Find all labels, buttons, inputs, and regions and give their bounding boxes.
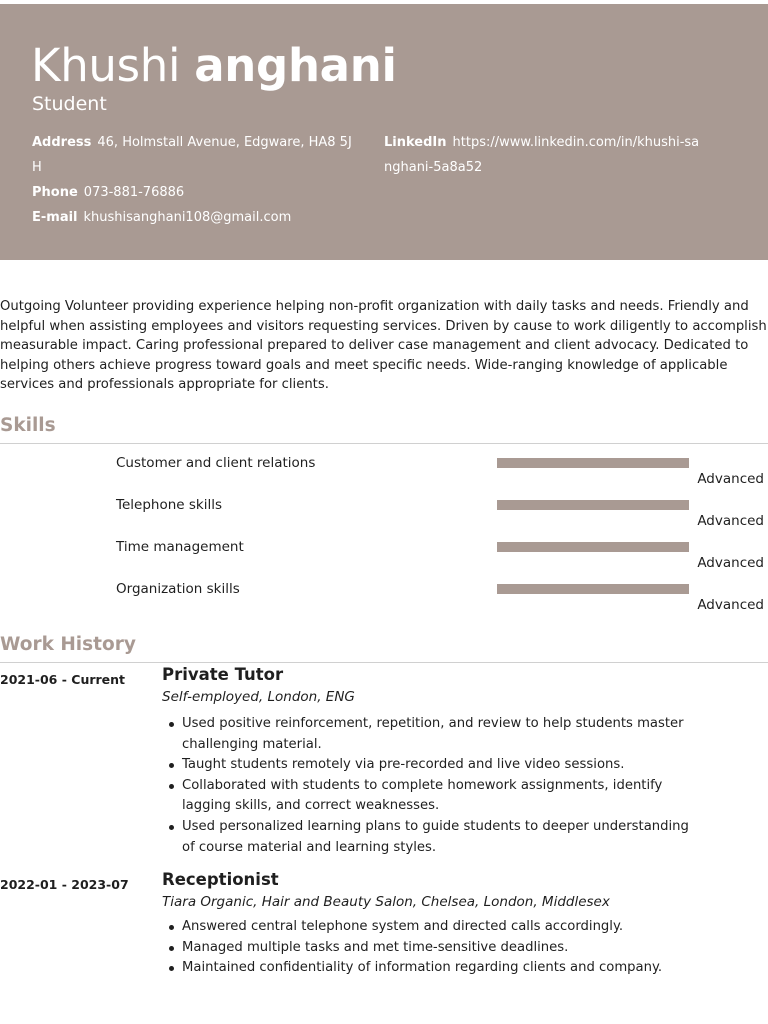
skill-name: Customer and client relations xyxy=(116,455,316,471)
contact-address xyxy=(32,130,354,180)
job-company: Self-employed, London, ENG xyxy=(162,689,355,705)
contact-linkedin xyxy=(384,130,704,180)
skill-row xyxy=(0,538,768,580)
skill-level: Advanced xyxy=(697,555,764,571)
contact-label: Address xyxy=(32,135,92,150)
skill-bar xyxy=(497,584,689,594)
list-item: Managed multiple tasks and met time-sensitive deadlines. xyxy=(166,938,696,959)
skill-bar xyxy=(497,542,689,552)
skill-bar-fill xyxy=(497,584,689,594)
list-item: Used positive reinforcement, repetition, and review to help students master challenging material. xyxy=(166,714,696,755)
job-company: Tiara Organic, Hair and Beauty Salon, Chelsea, London, Middlesex xyxy=(162,894,610,910)
skill-bar xyxy=(497,458,689,468)
skill-level: Advanced xyxy=(697,513,764,529)
work-history-heading: Work History xyxy=(0,634,136,655)
list-item: Maintained confidentiality of information regarding clients and company. xyxy=(166,958,696,979)
list-item: Taught students remotely via pre-recorded and live video sessions. xyxy=(166,755,696,776)
skill-row xyxy=(0,454,768,496)
contact-label: E-mail xyxy=(32,210,78,225)
skill-row xyxy=(0,580,768,622)
candidate-name xyxy=(31,38,397,94)
contact-label: LinkedIn xyxy=(384,135,447,150)
list-item: Collaborated with students to complete homework assignments, identify lagging skills, and correct weaknesses. xyxy=(166,776,696,817)
skill-name: Telephone skills xyxy=(116,497,222,513)
job-date: 2021-06 - Current xyxy=(0,672,126,687)
contact-details-left xyxy=(32,130,354,230)
skills-divider xyxy=(0,443,768,444)
linkedin-link[interactable]: https://www.linkedin.com/in/khushi-sanghani-5a8a52 xyxy=(384,135,700,175)
contact-label: Phone xyxy=(32,185,78,200)
candidate-role: Student xyxy=(32,93,107,115)
skill-bar-fill xyxy=(497,500,689,510)
contact-details-right xyxy=(384,130,704,180)
contact-email xyxy=(32,205,354,230)
resume-header xyxy=(0,4,768,260)
professional-summary: Outgoing Volunteer providing experience helping non-profit organization with daily tasks and needs. Friendly and helpful when assisting employees and visitors requesting services. Driven by cause to work diligently to accomplish measurable impact. Caring professional prepared to deliver case management and client advocacy. Dedicated to helping others achieve progress toward goals and meet specific needs. Wide-ranging knowledge of applicable services and professionals appropriate for clients. xyxy=(0,299,767,393)
skill-bar-fill xyxy=(497,542,689,552)
contact-value: 073-881-76886 xyxy=(83,185,185,200)
job-title: Receptionist xyxy=(162,870,279,889)
skill-bar-fill xyxy=(497,458,689,468)
skill-level: Advanced xyxy=(697,471,764,487)
skills-heading: Skills xyxy=(0,415,56,436)
job-date: 2022-01 - 2023-07 xyxy=(0,877,129,892)
list-item: Answered central telephone system and directed calls accordingly. xyxy=(166,917,696,938)
job-bullets xyxy=(166,714,696,858)
job-bullets xyxy=(166,917,696,979)
skill-bar xyxy=(497,500,689,510)
skill-row xyxy=(0,496,768,538)
skill-level: Advanced xyxy=(697,597,764,613)
contact-phone xyxy=(32,180,354,205)
first-name: Khushi xyxy=(31,39,181,92)
skill-name: Organization skills xyxy=(116,581,240,597)
contact-value: khushisanghani108@gmail.com xyxy=(83,210,292,225)
skill-name: Time management xyxy=(116,539,244,555)
contact-value: 46, Holmstall Avenue, Edgware, HA8 5JH xyxy=(32,135,352,175)
work-history-divider xyxy=(0,662,768,663)
list-item: Used personalized learning plans to guide students to deeper understanding of course material and learning styles. xyxy=(166,817,696,858)
job-title: Private Tutor xyxy=(162,665,284,684)
last-name: anghani xyxy=(194,39,397,92)
